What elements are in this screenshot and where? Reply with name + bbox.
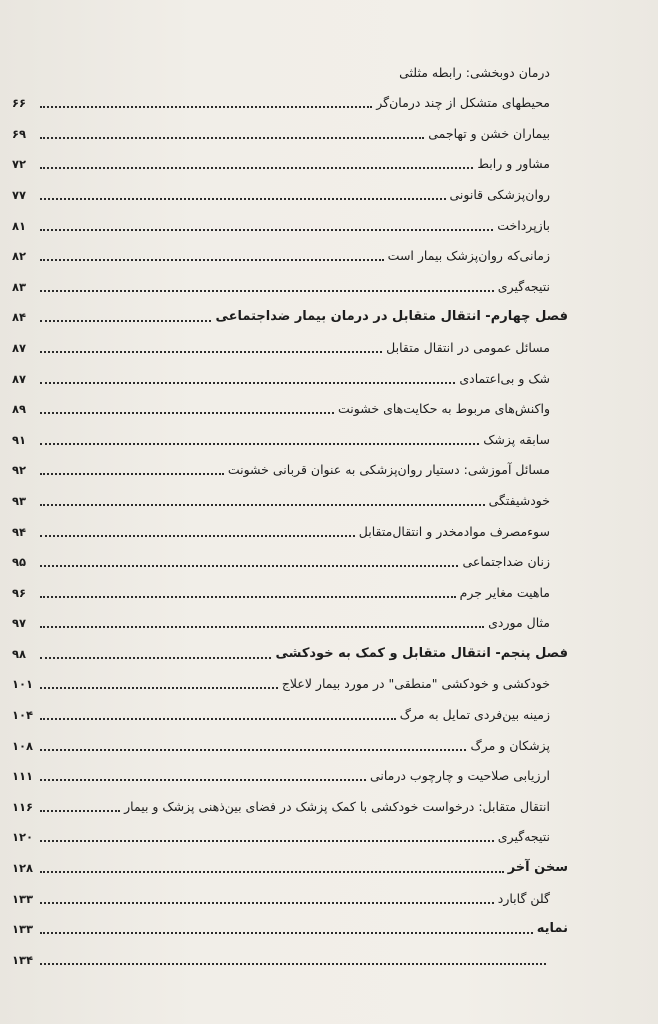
dot-leader xyxy=(40,718,396,720)
toc-entry-page: ۹۱ xyxy=(12,432,27,447)
toc-entry-title: محیطهای متشکل از چند درمان‌گر xyxy=(376,95,550,111)
toc-entry-title: انتقال متقابل: درخواست خودکشی با کمک پزشک در فضای بین‌ذهنی پزشک و بیمار xyxy=(124,798,550,814)
toc-entry-title: ارزیابی صلاحیت و چارچوب درمانی xyxy=(369,768,550,784)
dot-leader xyxy=(40,259,384,261)
toc-entry-page: ۶۹ xyxy=(12,126,27,141)
toc-entry-page: ۱۳۳ xyxy=(12,891,34,906)
toc-entry-title: شک و بی‌اعتمادی xyxy=(459,370,550,386)
dot-leader xyxy=(40,840,494,842)
toc-chapter-heading xyxy=(12,634,568,665)
toc-chapter-heading xyxy=(12,298,568,329)
toc-entry xyxy=(12,451,568,482)
toc-entry-title: درمان دوبخشی: رابطه مثلثی xyxy=(399,64,550,80)
toc-entry xyxy=(12,237,568,268)
dot-leader xyxy=(40,687,278,689)
dot-leader xyxy=(40,106,372,108)
toc-entry-title: نتیجه‌گیری xyxy=(497,278,550,294)
toc-entry xyxy=(12,53,568,84)
dot-leader xyxy=(40,535,355,537)
toc-entry-title: بیماران خشن و تهاجمی xyxy=(428,125,550,141)
toc-entry-title: بازپرداخت xyxy=(497,217,550,233)
toc-entry xyxy=(12,543,568,574)
toc-entry-page: ۱۱۱ xyxy=(12,769,34,784)
toc-entry-page: ۹۳ xyxy=(12,493,27,508)
toc-entry-page: ۱۰۴ xyxy=(12,708,34,723)
toc-chapter-heading xyxy=(12,848,568,879)
dot-leader xyxy=(40,596,456,598)
toc-entry-page: ۸۲ xyxy=(12,249,27,264)
toc-entry xyxy=(12,267,568,298)
toc-entry xyxy=(12,175,568,206)
toc-entry-title: فصل پنجم- انتقال متقابل و کمک به خودکشی xyxy=(275,645,568,661)
toc-entry-page: ۱۳۳ xyxy=(12,922,34,937)
toc-entry xyxy=(12,145,568,176)
toc-entry-page: ۸۳ xyxy=(12,279,27,294)
dot-leader xyxy=(40,198,446,200)
toc-entry-page: ۱۰۸ xyxy=(12,738,34,753)
toc-entry-title: مشاور و رابط xyxy=(477,156,550,172)
toc-entry-title: نمایه xyxy=(536,921,568,937)
dot-leader xyxy=(40,412,334,414)
toc-entry-title: مثال موردی xyxy=(488,615,550,631)
toc-entry xyxy=(12,665,568,696)
dot-leader xyxy=(40,657,271,659)
toc-entry-title: پزشکان و مرگ xyxy=(470,737,550,753)
dot-leader xyxy=(40,963,546,965)
toc-entry-page: ۹۲ xyxy=(12,463,27,478)
toc-entry xyxy=(12,757,568,788)
toc-entry-title: زمانی‌که روان‌پزشک بیمار است xyxy=(387,248,550,264)
toc-entry-page: ۱۲۸ xyxy=(12,861,34,876)
toc-entry-page: ۹۵ xyxy=(12,555,27,570)
toc-entry-title: نتیجه‌گیری xyxy=(497,829,550,845)
toc-entry-title: مسائل عمومی در انتقال متقابل xyxy=(386,339,550,355)
dot-leader xyxy=(40,810,120,812)
toc-entry-page: ۸۷ xyxy=(12,340,27,355)
toc-entry-title: زمینه بین‌فردی تمایل به مرگ xyxy=(399,707,550,723)
toc-entry-title: سابقه پزشک xyxy=(483,431,550,447)
toc-entry-title: ماهیت مغایر جرم xyxy=(459,584,550,600)
dot-leader xyxy=(40,779,366,781)
toc-entry-page: ۸۱ xyxy=(12,218,27,233)
toc-entry-title: سوءمصرف موادمخدر و انتقال‌متقابل xyxy=(358,523,550,539)
dot-leader xyxy=(40,902,494,904)
dot-leader xyxy=(40,443,479,445)
dot-leader xyxy=(40,871,504,873)
toc-entry-title: فصل چهارم- انتقال متقابل در درمان بیمار ضداجتماعی xyxy=(215,309,568,325)
toc-entry-title: خودشیفتگی xyxy=(488,492,550,508)
dot-leader xyxy=(40,749,466,751)
dot-leader xyxy=(40,290,494,292)
toc-entry xyxy=(12,206,568,237)
toc-entry-page: ۱۳۴ xyxy=(12,952,34,967)
toc-entry-page: ۱۱۶ xyxy=(12,799,34,814)
toc-entry xyxy=(12,512,568,543)
toc-chapter-heading xyxy=(12,910,568,941)
toc-entry-page: ۹۴ xyxy=(12,524,27,539)
toc-entry xyxy=(12,726,568,757)
toc-entry-page: ۶۶ xyxy=(12,96,27,111)
toc-entry-page: ۹۸ xyxy=(12,646,27,661)
dot-leader xyxy=(40,565,458,567)
toc-entry xyxy=(12,114,568,145)
toc-entry-page: ۷۲ xyxy=(12,157,27,172)
toc-entry xyxy=(12,573,568,604)
dot-leader xyxy=(40,473,224,475)
dot-leader xyxy=(40,504,485,506)
dot-leader xyxy=(40,137,424,139)
toc-entry xyxy=(12,420,568,451)
toc-entry xyxy=(12,818,568,849)
toc-entry-page: ۹۷ xyxy=(12,616,27,631)
toc-entry xyxy=(12,84,568,115)
toc-entry-page: ۸۷ xyxy=(12,371,27,386)
toc-entry xyxy=(12,695,568,726)
toc-entry-title: واکنش‌های مربوط به حکایت‌های خشونت xyxy=(338,401,550,417)
toc-entry xyxy=(12,879,568,910)
toc-entry-title: زنان ضداجتماعی xyxy=(462,554,550,570)
toc-entry-page: ۹۶ xyxy=(12,585,27,600)
toc-entry xyxy=(12,359,568,390)
toc-entry xyxy=(12,940,568,971)
toc-entry xyxy=(12,481,568,512)
toc-entry-page: ۷۷ xyxy=(12,187,27,202)
dot-leader xyxy=(40,229,493,231)
dot-leader xyxy=(40,932,533,934)
dot-leader xyxy=(40,351,382,353)
dot-leader xyxy=(40,320,211,322)
toc-entry-title: سخن آخر xyxy=(507,860,568,876)
dot-leader xyxy=(40,167,473,169)
toc-entry-page: ۸۹ xyxy=(12,402,27,417)
toc-entry-title: روان‌پزشکی قانونی xyxy=(449,186,550,202)
toc-entry-page: ۸۴ xyxy=(12,310,27,325)
toc-entry-title: خودکشی و خودکشی "منطقی" در مورد بیمار لاعلاج xyxy=(281,676,550,692)
toc-entry-title: گلن گابارد xyxy=(497,890,550,906)
toc-entry-page: ۱۲۰ xyxy=(12,830,34,845)
dot-leader xyxy=(40,382,455,384)
dot-leader xyxy=(40,626,484,628)
toc-entry xyxy=(12,787,568,818)
table-of-contents xyxy=(12,53,568,971)
toc-entry xyxy=(12,328,568,359)
toc-entry xyxy=(12,390,568,421)
toc-entry-title: مسائل آموزشی: دستیار روان‌پزشکی به عنوان قربانی خشونت xyxy=(227,462,550,478)
toc-entry-page: ۱۰۱ xyxy=(12,677,34,692)
toc-entry xyxy=(12,604,568,635)
